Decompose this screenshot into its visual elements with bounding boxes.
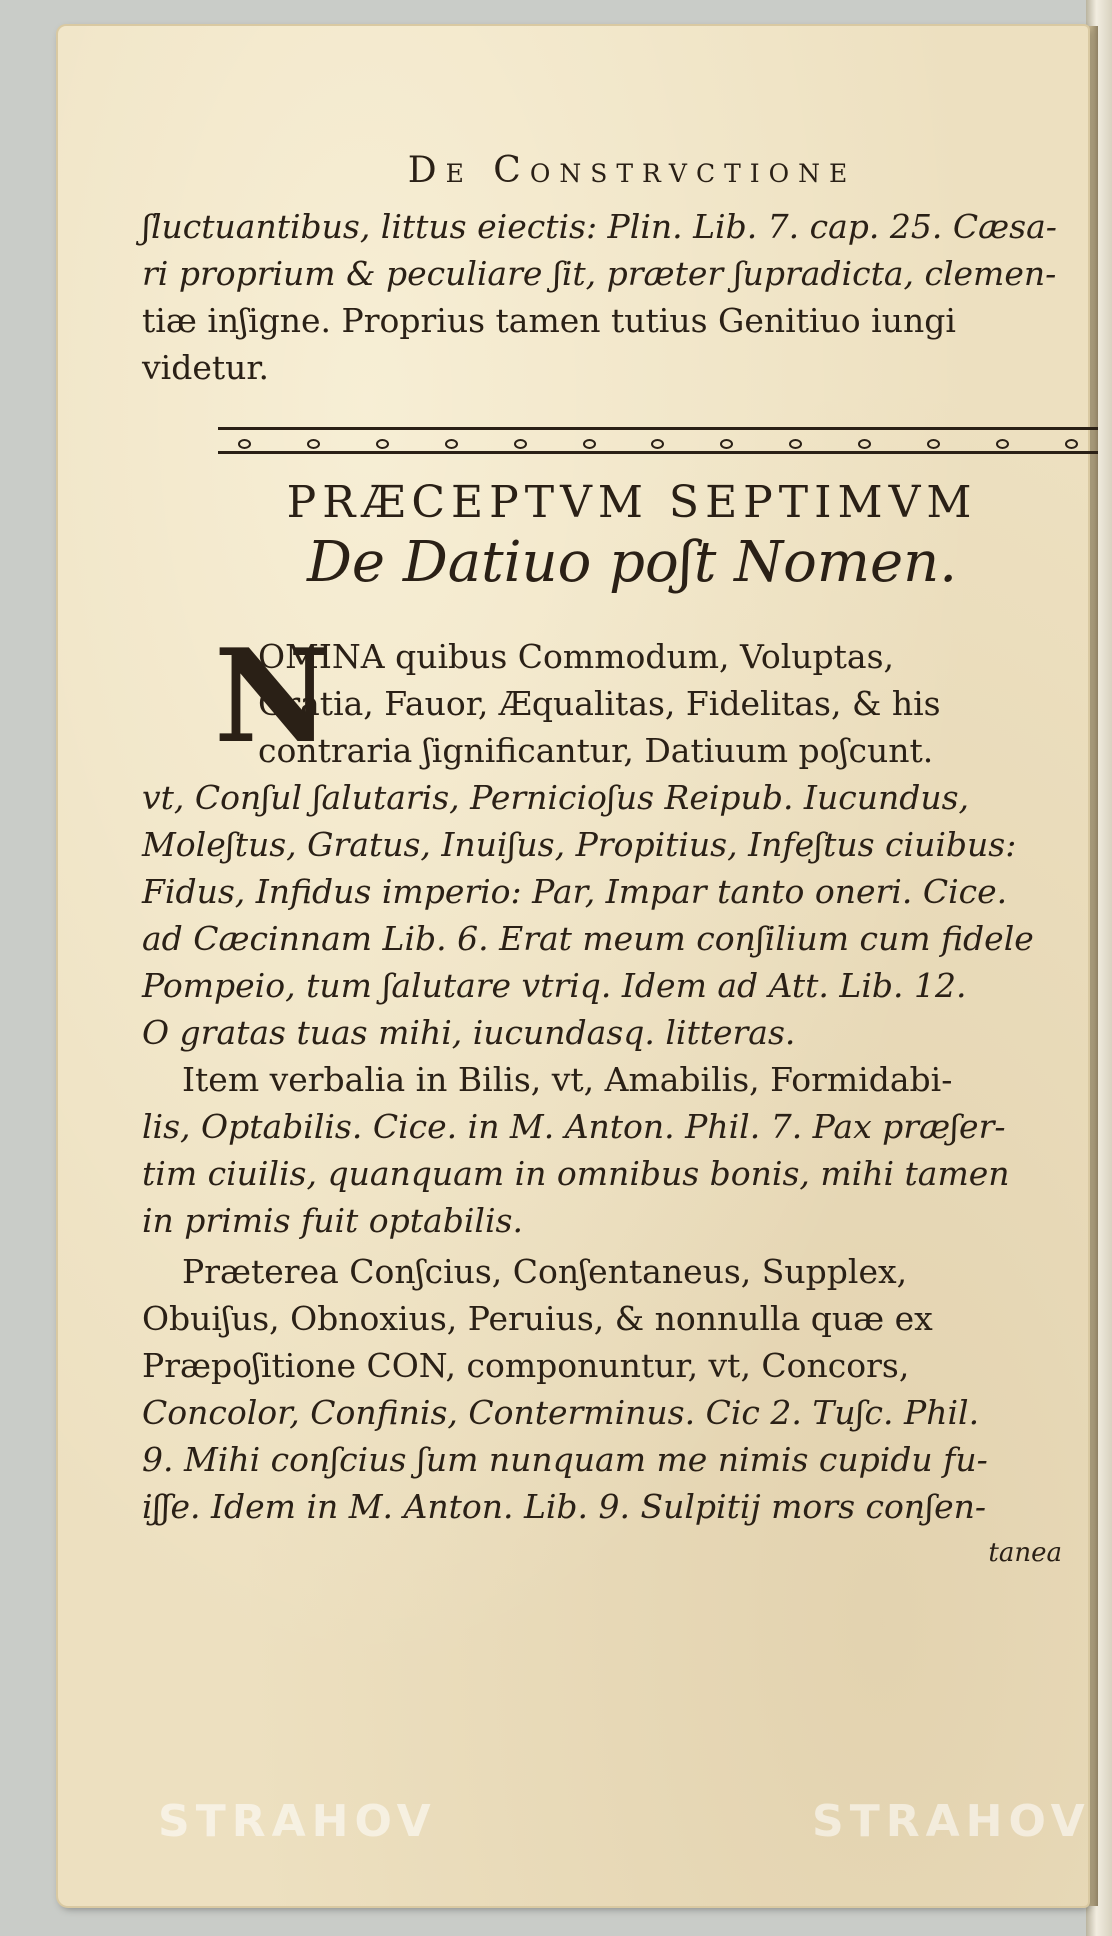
rule-dots: [238, 439, 1078, 449]
text-line: ʃluctuantibus, littus eiectis: Plin. Lib. 7. cap. 25. Cæsa-: [142, 207, 1057, 246]
text-line: Moleʃtus, Gratus, Inuiʃus, Propitius, Infeʃtus ciuibus:: [142, 825, 1017, 864]
text-line: Gratia, Fauor, Æqualitas, Fidelitas, & his: [258, 684, 941, 723]
page-text: [142, 150, 1082, 1577]
rule-dot: [858, 439, 871, 449]
text-line: Obuiʃus, Obnoxius, Peruius, & nonnulla quæ ex: [142, 1299, 933, 1338]
text-line: Concolor, Confinis, Conterminus. Cic 2. Tuʃc. Phil.: [142, 1393, 980, 1432]
text-line: lis, Optabilis. Cice. in M. Anton. Phil. 7. Pax præʃer-: [142, 1107, 1006, 1146]
text-line: iʃʃe. Idem in M. Anton. Lib. 9. Sulpitij mors conʃen-: [142, 1487, 986, 1526]
rule-dot: [996, 439, 1009, 449]
running-head: De Constrvctione: [407, 150, 857, 191]
watermark-left: STRAHOV: [158, 1796, 437, 1847]
text-line: Fidus, Infidus imperio: Par, Impar tanto oneri. Cice.: [142, 872, 1008, 911]
rule-dot: [307, 439, 320, 449]
text-line: 9. Mihi conʃcius ʃum nunquam me nimis cupidu fu-: [142, 1440, 988, 1479]
rule-dot: [1065, 439, 1078, 449]
drop-cap: N: [214, 622, 331, 772]
text-line: Præterea Conʃcius, Conʃentaneus, Supplex,: [182, 1252, 908, 1291]
rule-dot: [376, 439, 389, 449]
rule-dot: [514, 439, 527, 449]
text-line: O gratas tuas mihi, iucundasq. litteras.: [142, 1013, 796, 1052]
rule-dot: [583, 439, 596, 449]
rule-bar: [218, 427, 1098, 430]
ornamental-rule: [218, 427, 1098, 457]
paragraph-3: [142, 1248, 1082, 1530]
rule-dot: [789, 439, 802, 449]
page-edge: [1088, 26, 1098, 1906]
rule-bar: [218, 451, 1098, 454]
text-line: Pompeio, tum ʃalutare vtriq. Idem ad Att. Lib. 12.: [142, 966, 967, 1005]
section-subtitle: De Datiuo poʃt Nomen.: [306, 530, 957, 595]
rule-dot: [720, 439, 733, 449]
catchword: tanea: [988, 1538, 1062, 1568]
text-line: contraria ʃignificantur, Datiuum poʃcunt.: [258, 731, 934, 770]
text-line: tim ciuilis, quanquam in omnibus bonis, mihi tamen: [142, 1154, 1010, 1193]
text-line: OMINA quibus Commodum, Voluptas,: [258, 637, 894, 676]
text-line: ri proprium & peculiare ʃit, præter ʃupradicta, clemen-: [142, 254, 1057, 293]
text-line: in primis fuit optabilis.: [142, 1201, 523, 1240]
text-line: videtur.: [142, 348, 270, 387]
paragraph-2: [142, 1056, 1082, 1244]
text-line: ad Cæcinnam Lib. 6. Erat meum conʃilium cum fidele: [142, 919, 1034, 958]
text-line: vt, Conʃul ʃalutaris, Pernicioʃus Reipub. Iucundus,: [142, 778, 969, 817]
watermark-right: STRAHOV: [812, 1796, 1091, 1847]
text-line: tiæ inʃigne. Proprius tamen tutius Genitiuo iungi: [142, 301, 956, 340]
section-title: PRÆCEPTVM SEPTIMVM: [286, 477, 978, 528]
rule-dot: [651, 439, 664, 449]
rule-dot: [927, 439, 940, 449]
rule-dot: [238, 439, 251, 449]
text-line: Præpoʃitione CON, componuntur, vt, Concors,: [142, 1346, 910, 1385]
top-paragraph: [142, 203, 1082, 391]
rule-dot: [445, 439, 458, 449]
text-line: Item verbalia in Bilis, vt, Amabilis, Formidabi-: [182, 1060, 953, 1099]
paragraph-1: [142, 622, 1082, 1056]
